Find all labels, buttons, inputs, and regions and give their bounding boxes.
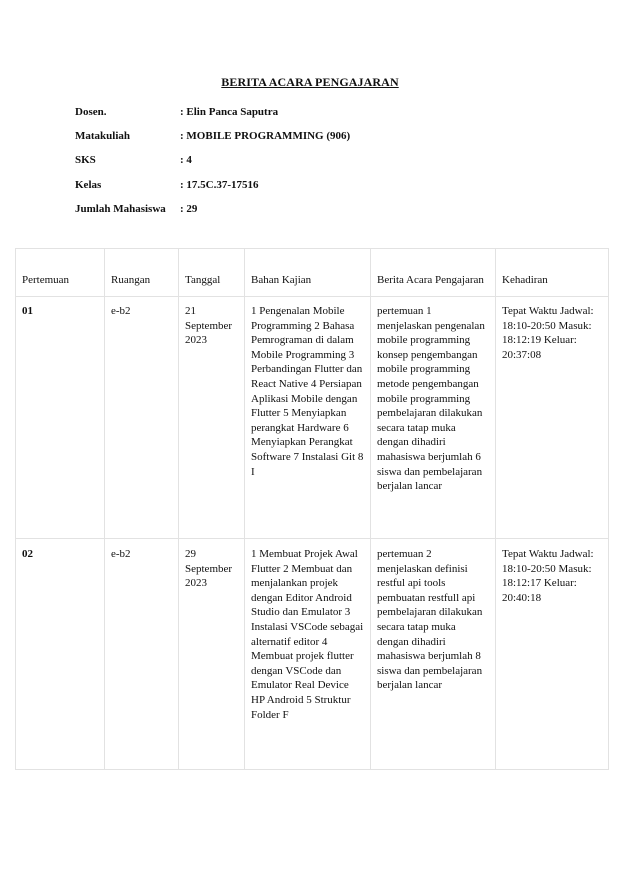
table-header-row (16, 249, 609, 297)
info-value: : 29 (180, 202, 198, 215)
page-title: BERITA ACARA PENGAJARAN (221, 75, 399, 89)
cell-kehadiran: Tepat Waktu Jadwal: 18:10-20:50 Masuk: 18:12:19 Keluar: 20:37:08 (496, 297, 609, 539)
cell-ruangan: e-b2 (105, 539, 179, 770)
header-pertemuan: Pertemuan (16, 249, 105, 297)
info-row-dosen (75, 106, 350, 130)
info-value: : 17.5C.37-17516 (180, 178, 259, 191)
header-berita-acara: Berita Acara Pengajaran (371, 249, 496, 297)
header-kehadiran: Kehadiran (496, 249, 609, 297)
cell-bahan-kajian: 1 Membuat Projek Awal Flutter 2 Membuat dan menjalankan projek dengan Editor Android Studio dan Emulator 3 Instalasi VSCode sebagai alternatif editor 4 Membuat projek flutter dengan VSCode dan Emulator Real Device HP Android 5 Struktur Folder F (245, 539, 371, 770)
info-row-jumlah-mahasiswa (75, 203, 350, 227)
info-label: SKS (75, 154, 96, 167)
cell-pertemuan: 02 (16, 539, 105, 770)
course-info (75, 106, 350, 227)
info-value: : Elin Panca Saputra (180, 106, 279, 118)
info-label: Matakuliah (75, 130, 131, 143)
info-row-matakuliah (75, 130, 350, 154)
info-value: : 4 (180, 154, 192, 167)
cell-berita-acara: pertemuan 2 menjelaskan definisi restful api tools pembuatan restfull api pembelajaran dilakukan secara tatap muka dengan dihadiri mahasiswa berjumlah 8 siswa dan pembelajaran berjalan lancar (371, 539, 496, 770)
cell-tanggal: 21 September 2023 (179, 297, 245, 539)
attendance-table-wrapper (15, 248, 608, 770)
cell-ruangan: e-b2 (105, 297, 179, 539)
info-label: Jumlah Mahasiswa (75, 202, 166, 215)
header-tanggal: Tanggal (179, 249, 245, 297)
cell-tanggal: 29 September 2023 (179, 539, 245, 770)
info-value: : MOBILE PROGRAMMING (906) (180, 130, 351, 143)
header-bahan-kajian: Bahan Kajian (245, 249, 371, 297)
header-ruangan: Ruangan (105, 249, 179, 297)
info-label: Kelas (75, 178, 102, 191)
cell-kehadiran: Tepat Waktu Jadwal: 18:10-20:50 Masuk: 18:12:17 Keluar: 20:40:18 (496, 539, 609, 770)
cell-pertemuan: 01 (16, 297, 105, 539)
cell-berita-acara: pertemuan 1 menjelaskan pengenalan mobile programming konsep pengembangan mobile programming metode pengembangan mobile programming pembelajaran dilakukan secara tatap muka dengan dihadiri mahasiswa berjumlah 6 siswa dan pembelajaran berjalan lancar (371, 297, 496, 539)
info-row-sks (75, 154, 350, 178)
info-label: Dosen. (75, 106, 107, 118)
attendance-table (15, 248, 609, 770)
table-row (16, 539, 609, 770)
table-row (16, 297, 609, 539)
cell-bahan-kajian: 1 Pengenalan Mobile Programming 2 Bahasa Pemrograman di dalam Mobile Programming 3 Perbandingan Flutter dan React Native 4 Persiapan Aplikasi Mobile dengan Flutter 5 Menyiapkan perangkat Hardware 6 Menyiapkan Perangkat Software 7 Instalasi Git 8 I (245, 297, 371, 539)
info-row-kelas (75, 179, 350, 203)
